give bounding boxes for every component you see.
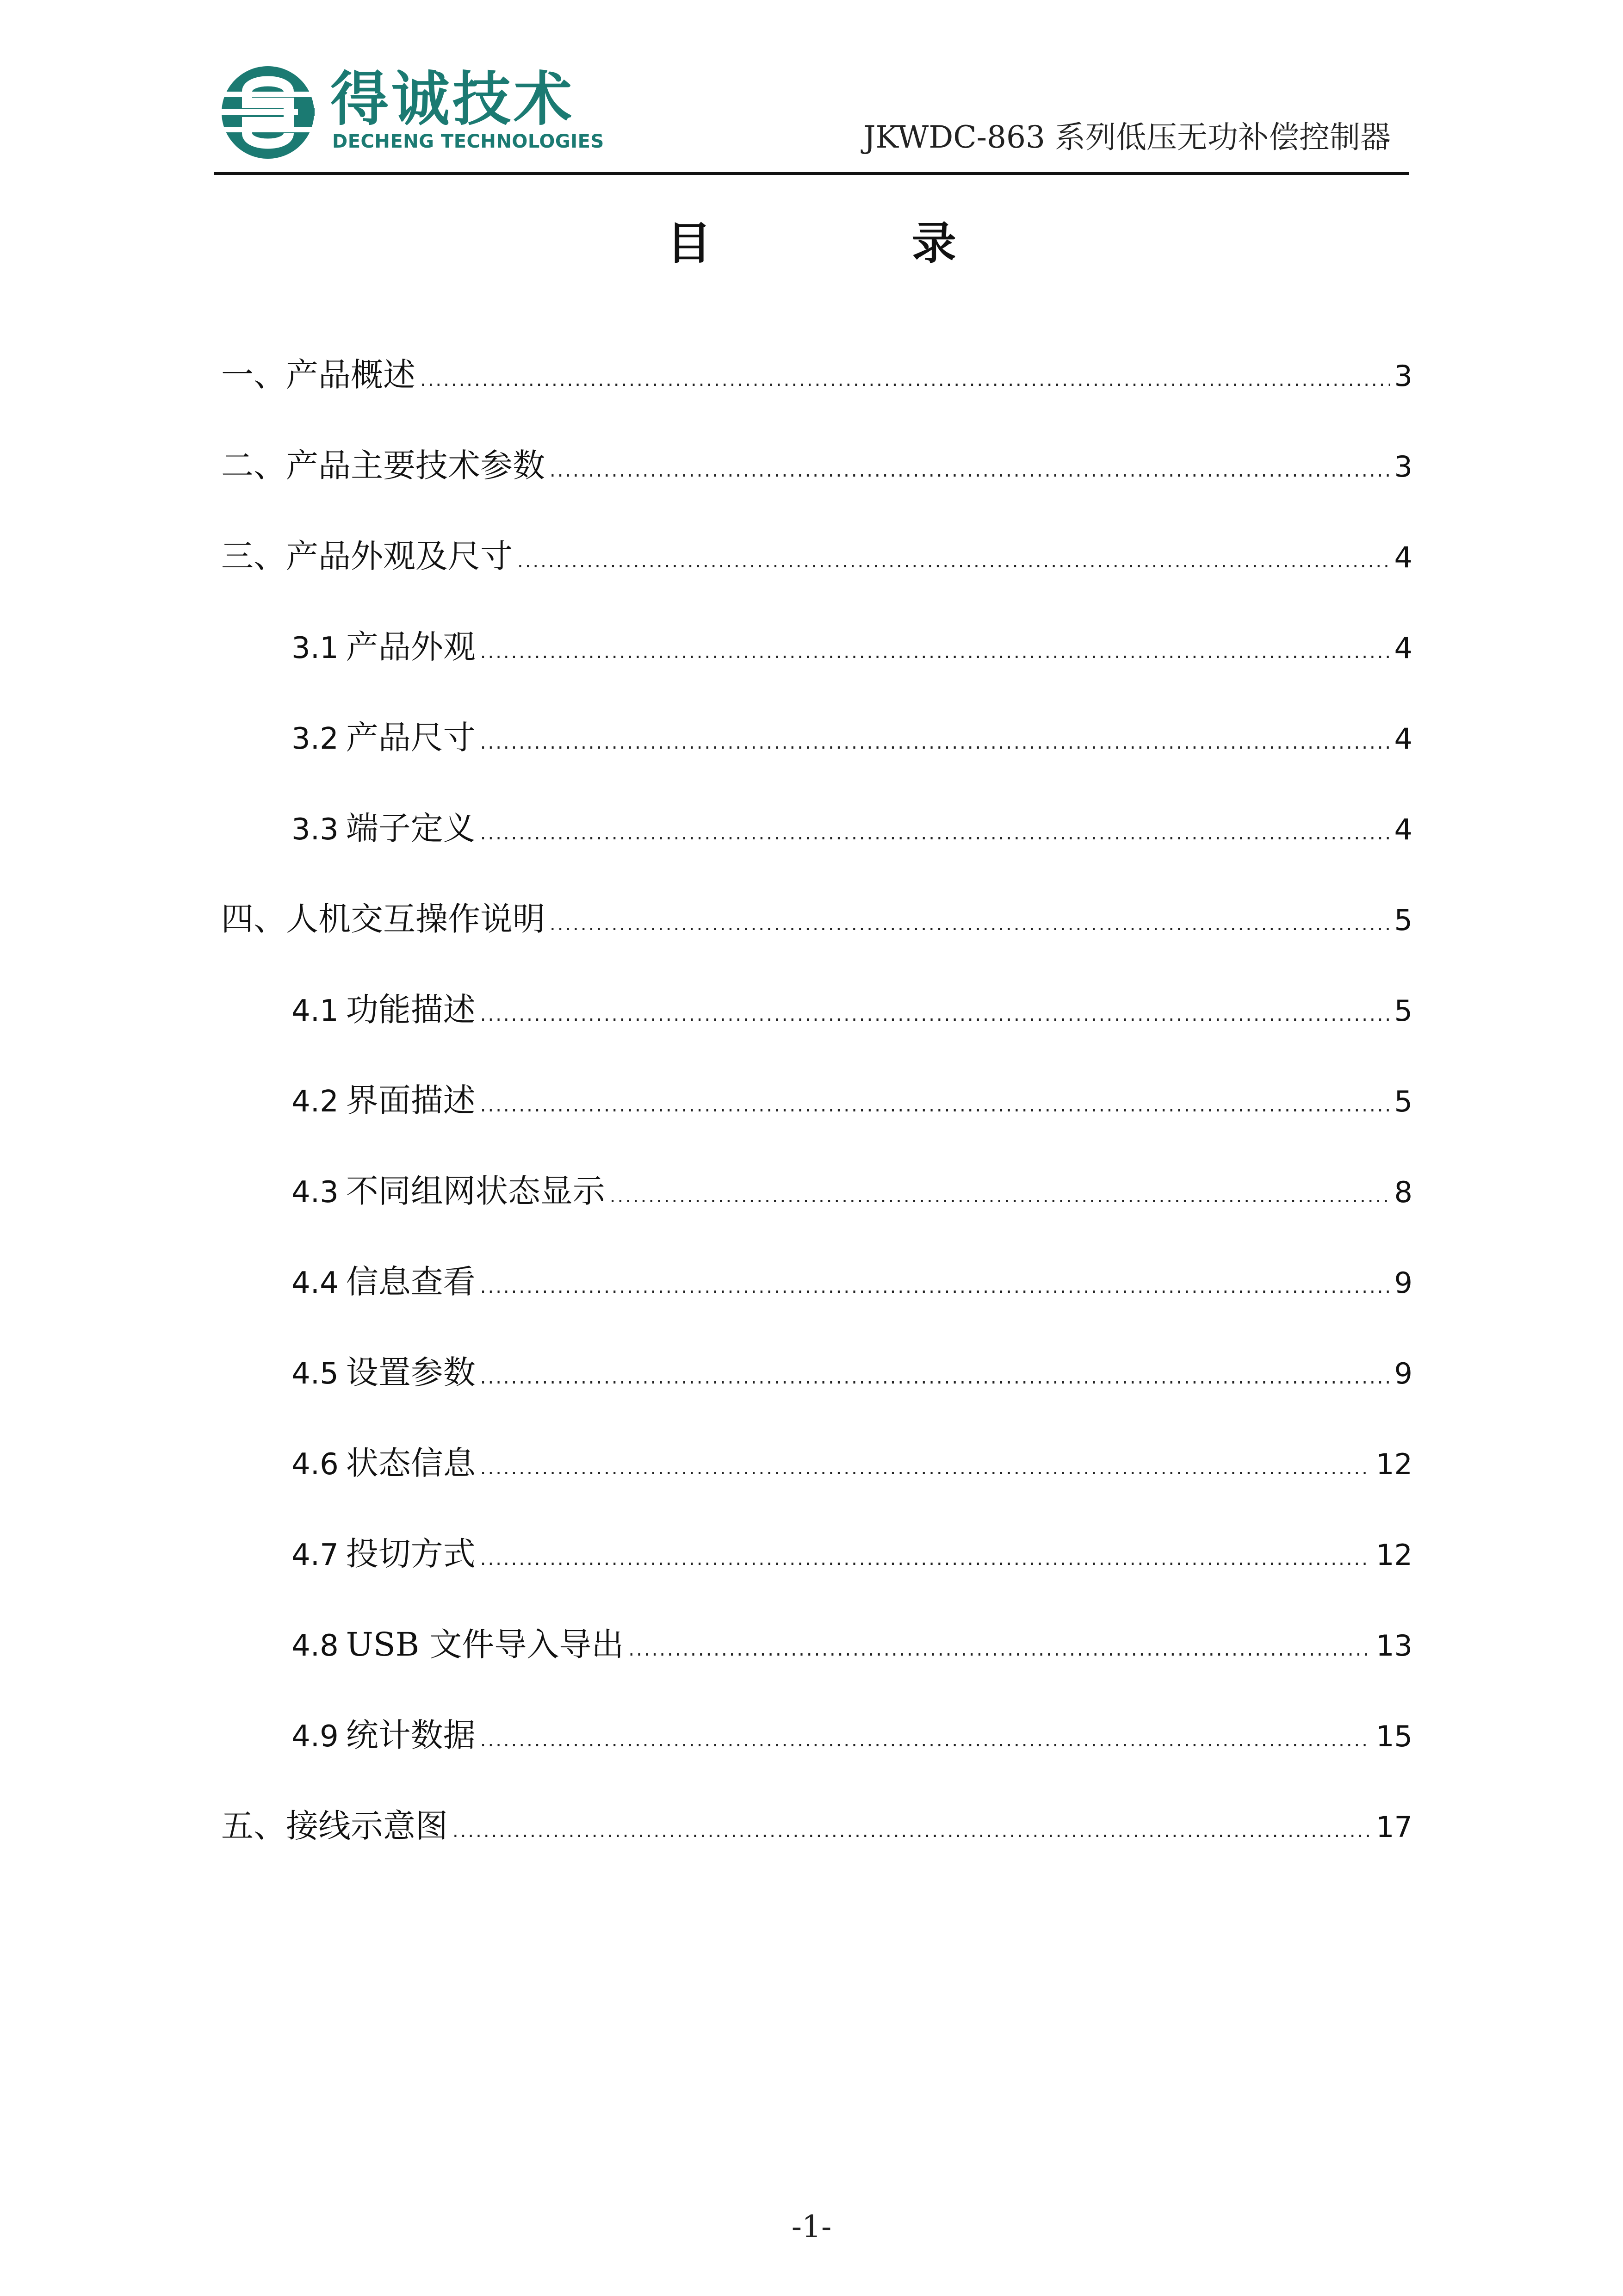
toc-dot-leader — [480, 1445, 1371, 1491]
company-name-cn: 得诚技术 — [330, 65, 575, 133]
page-number: -1- — [791, 2209, 832, 2245]
toc-entry-label: 一、产品概述 — [221, 356, 415, 394]
toc-entry-number: 4.2 — [291, 1085, 339, 1119]
toc-entry[interactable] — [291, 1712, 1412, 1758]
toc-entry-number: 4.6 — [291, 1447, 339, 1482]
toc-entry-label: 投切方式 — [346, 1535, 476, 1573]
toc-entry-page: 17 — [1376, 1810, 1412, 1844]
toc-dot-leader — [550, 447, 1390, 494]
toc-dot-leader — [480, 810, 1390, 856]
toc-entry[interactable] — [291, 1621, 1412, 1668]
toc-entry-label: 设置参数 — [346, 1353, 476, 1391]
toc-entry-number: 4.4 — [291, 1266, 339, 1300]
toc-entry[interactable] — [221, 533, 1412, 579]
toc-entry[interactable] — [291, 987, 1412, 1033]
toc-entry[interactable] — [221, 896, 1412, 942]
toc-dot-leader — [480, 992, 1390, 1038]
toc-entry-label: 统计数据 — [346, 1716, 476, 1754]
toc-entry-label: 产品外观 — [346, 628, 476, 666]
toc-heading: 目 录 — [667, 217, 1049, 269]
toc-entry-page: 9 — [1394, 1357, 1412, 1390]
toc-entry[interactable] — [291, 805, 1412, 851]
toc-dot-leader — [517, 538, 1390, 584]
toc-dot-leader — [480, 1082, 1390, 1129]
toc-entry-number: 4.5 — [291, 1357, 339, 1391]
page-header — [214, 60, 1409, 176]
toc-entry-page: 4 — [1394, 722, 1412, 756]
toc-entry-page: 4 — [1394, 631, 1412, 665]
toc-entry[interactable] — [291, 1077, 1412, 1123]
toc-dot-leader — [610, 1173, 1390, 1219]
toc-entry[interactable] — [291, 1168, 1412, 1214]
toc-entry-page: 12 — [1376, 1538, 1412, 1572]
toc-entry-number: 4.3 — [291, 1175, 339, 1210]
toc-entry[interactable] — [291, 1440, 1412, 1486]
company-logo-icon — [219, 64, 316, 161]
toc-entry-label: 三、产品外观及尺寸 — [221, 537, 513, 575]
toc-entry-label: 界面描述 — [346, 1081, 476, 1119]
toc-entry-page: 4 — [1394, 813, 1412, 846]
toc-entry-number: 3.3 — [291, 813, 339, 847]
toc-entry-page: 5 — [1394, 903, 1412, 937]
toc-entry-label: 功能描述 — [346, 991, 476, 1029]
toc-entry-label: USB 文件导入导出 — [346, 1626, 624, 1663]
toc-entry[interactable] — [291, 1349, 1412, 1396]
toc-entry-number: 3.2 — [291, 722, 339, 756]
header-divider — [214, 172, 1409, 175]
toc-entry-label: 信息查看 — [346, 1263, 476, 1301]
toc-entry[interactable] — [291, 1259, 1412, 1305]
toc-entry-label: 状态信息 — [346, 1444, 476, 1482]
toc-entry-page: 12 — [1376, 1447, 1412, 1481]
toc-entry[interactable] — [221, 442, 1412, 489]
toc-entry[interactable] — [291, 1531, 1412, 1577]
toc-entry-label: 四、人机交互操作说明 — [221, 900, 545, 938]
toc-dot-leader — [550, 901, 1390, 947]
toc-entry[interactable] — [291, 714, 1412, 761]
toc-dot-leader — [480, 1354, 1390, 1401]
toc-dot-leader — [628, 1626, 1371, 1673]
toc-entry[interactable] — [221, 1803, 1412, 1849]
toc-entry-page: 9 — [1394, 1266, 1412, 1300]
toc-dot-leader — [480, 1264, 1390, 1310]
toc-dot-leader — [480, 1536, 1371, 1582]
toc-entry[interactable] — [221, 352, 1412, 398]
document-title: JKWDC-863 系列低压无功补偿控制器 — [863, 119, 1391, 155]
toc-dot-leader — [480, 720, 1390, 766]
toc-entry-page: 3 — [1394, 450, 1412, 484]
toc-dot-leader — [480, 629, 1390, 675]
toc-entry-number: 4.1 — [291, 994, 339, 1028]
toc-entry-label: 产品尺寸 — [346, 719, 476, 757]
toc-entry-page: 13 — [1376, 1629, 1412, 1663]
toc-entry-page: 8 — [1394, 1175, 1412, 1209]
toc-entry-page: 5 — [1394, 994, 1412, 1028]
toc-dot-leader — [480, 1717, 1371, 1763]
toc-entry[interactable] — [291, 624, 1412, 670]
toc-entry-page: 5 — [1394, 1085, 1412, 1118]
toc-dot-leader — [452, 1808, 1371, 1854]
toc-entry-number: 3.1 — [291, 631, 339, 665]
toc-entry-label: 二、产品主要技术参数 — [221, 447, 545, 484]
toc-dot-leader — [420, 357, 1390, 403]
toc-entry-label: 五、接线示意图 — [221, 1807, 448, 1845]
toc-entry-page: 15 — [1376, 1719, 1412, 1753]
company-name-en: DECHENG TECHNOLOGIES — [332, 131, 604, 152]
toc-entry-page: 4 — [1394, 540, 1412, 574]
toc-entry-page: 3 — [1394, 359, 1412, 393]
toc-entry-number: 4.9 — [291, 1719, 339, 1754]
toc-entry-label: 不同组网状态显示 — [346, 1172, 605, 1210]
toc-entry-number: 4.7 — [291, 1538, 339, 1572]
toc-entry-number: 4.8 — [291, 1629, 339, 1663]
toc-entry-label: 端子定义 — [346, 809, 476, 847]
